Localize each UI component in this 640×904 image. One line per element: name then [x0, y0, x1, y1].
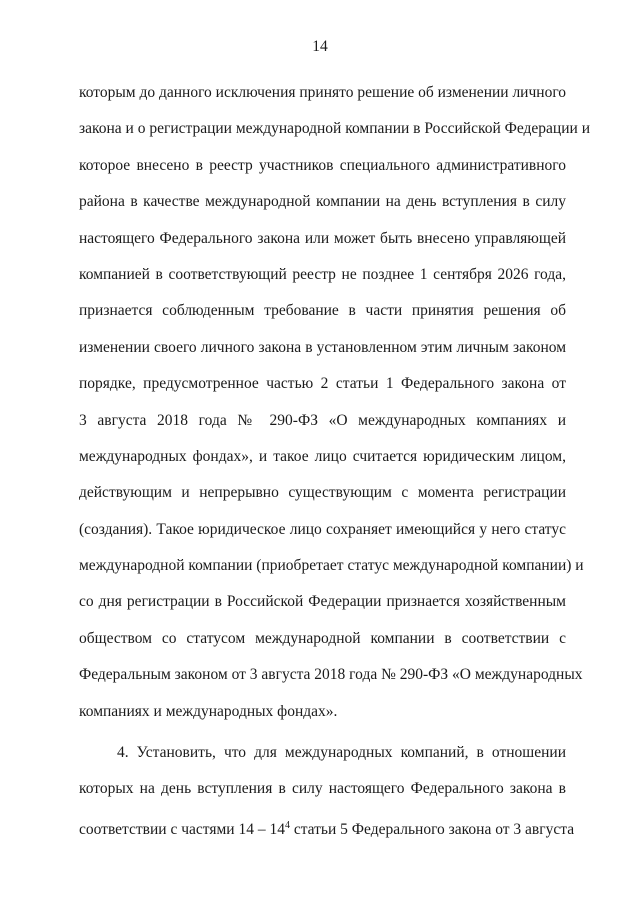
- superscript-index: 4: [284, 819, 290, 831]
- text-line: признается соблюденным требование в части принятия решения об: [79, 302, 566, 320]
- text-line-last: компаниях и международных фондах».: [79, 702, 338, 720]
- text-line: закона и о регистрации международной компании в Российской Федерации и: [79, 120, 590, 138]
- text-segment: статьи 5 Федерального закона от 3 августа: [289, 820, 575, 838]
- document-body: [79, 75, 590, 844]
- text-line: (создания). Такое юридическое лицо сохраняет имеющийся у него статус: [79, 520, 566, 538]
- text-line: Федеральным законом от 3 августа 2018 года № 290-ФЗ «О международных: [79, 666, 583, 684]
- text-line: международных фондах», и такое лицо считается юридическим лицом,: [79, 447, 566, 465]
- text-line: порядке, предусмотренное частью 2 статьи 1 Федерального закона от: [79, 375, 566, 393]
- text-line: 3 августа 2018 года № 290-ФЗ «О международных компаниях и: [79, 411, 566, 429]
- text-line: компанией в соответствующий реестр не позднее 1 сентября 2026 года,: [79, 265, 566, 283]
- text-segment: соответствии с частями 14 – 14: [79, 820, 285, 838]
- text-line: которых на день вступления в силу настоящего Федерального закона в: [79, 780, 566, 798]
- text-line: [79, 808, 575, 844]
- text-line: которым до данного исключения принято решение об изменении личного: [79, 84, 567, 101]
- paragraph-3-continuation: [79, 75, 590, 730]
- text-line: обществом со статусом международной компании в соответствии с: [79, 629, 566, 647]
- text-line: со дня регистрации в Российской Федерации признается хозяйственным: [79, 593, 566, 611]
- text-line-indented: 4. Установить, что для международных компаний, в отношении: [117, 744, 566, 762]
- page-number: 14: [312, 38, 328, 55]
- text-line: изменении своего личного закона в установленном этим личным законом: [79, 338, 566, 356]
- text-line: действующим и непрерывно существующим с момента регистрации: [79, 484, 566, 502]
- text-line: района в качестве международной компании на день вступления в силу: [79, 193, 566, 211]
- text-line: международной компании (приобретает статус международной компании) и: [79, 557, 584, 575]
- text-line: настоящего Федерального закона или может быть внесено управляющей: [79, 229, 566, 247]
- paragraph-4: [79, 735, 575, 844]
- text-line: которое внесено в реестр участников специального административного: [79, 156, 566, 174]
